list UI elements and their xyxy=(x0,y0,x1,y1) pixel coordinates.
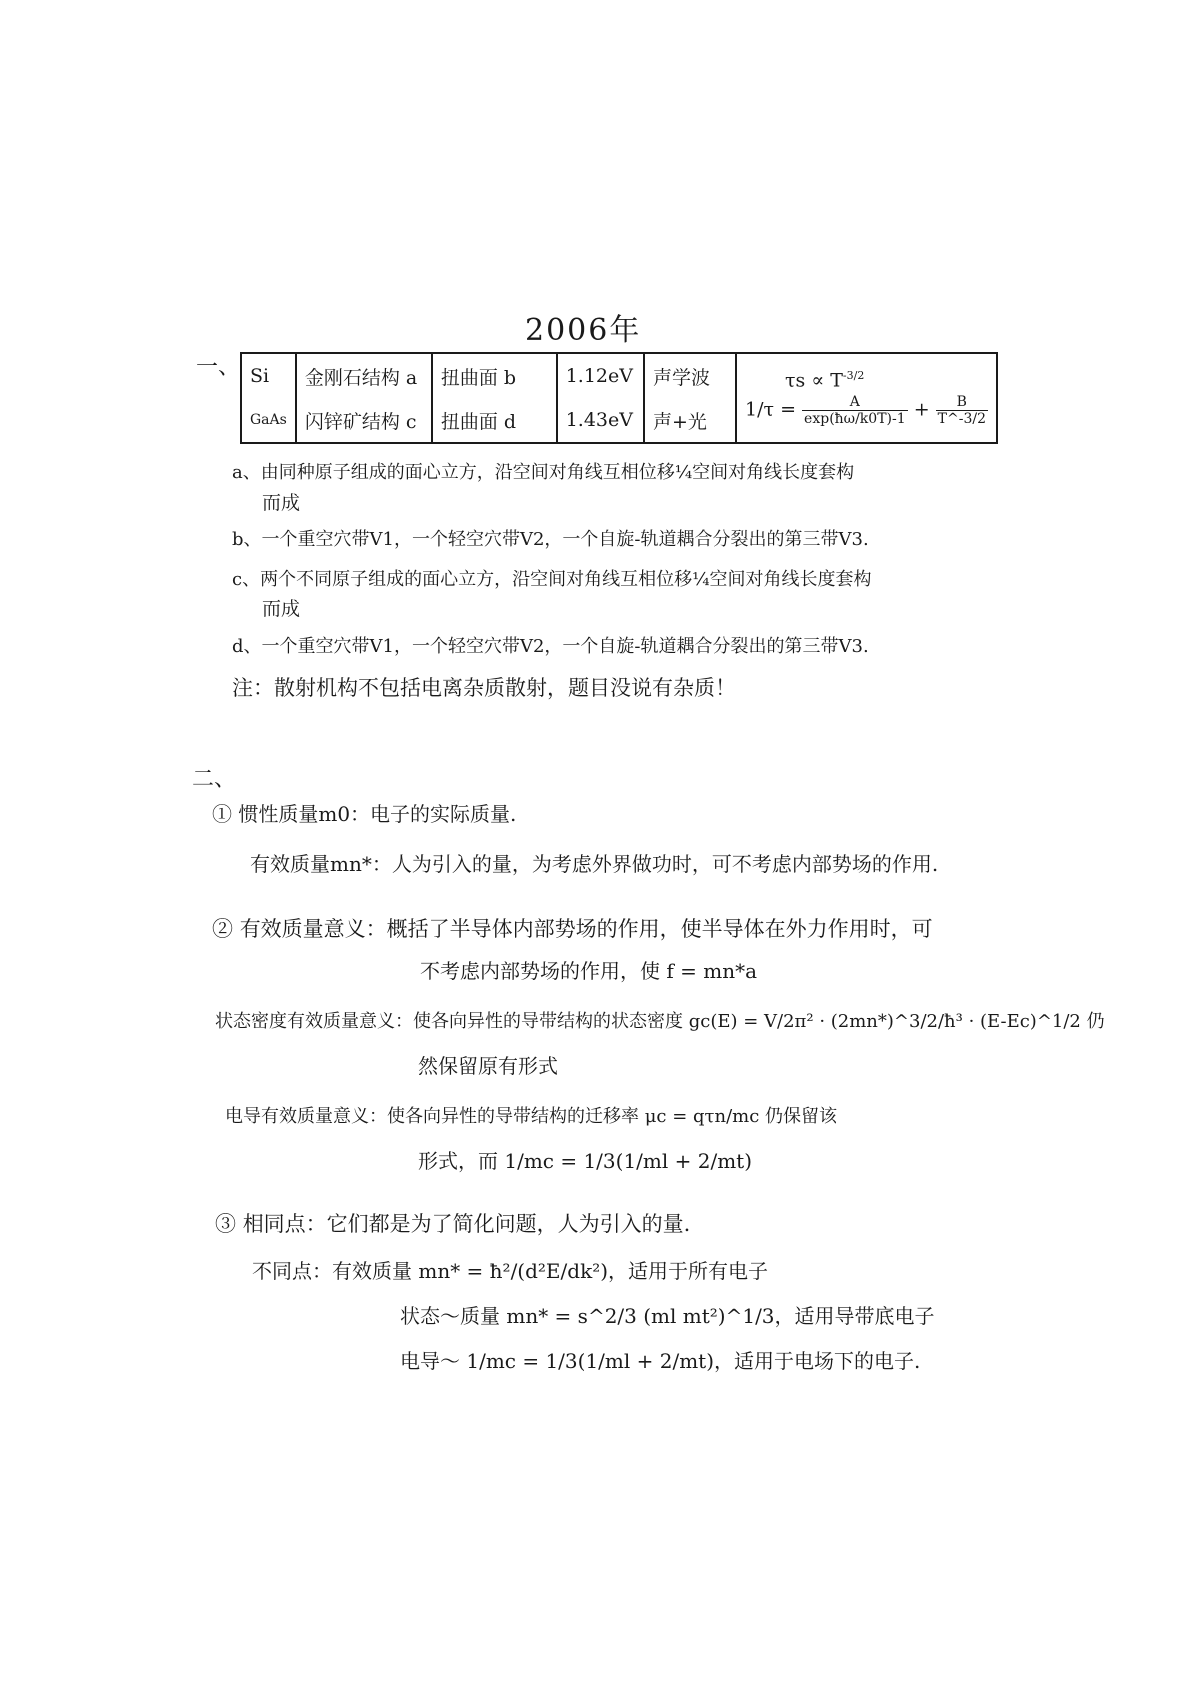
part-2-line-5: 电导有效质量意义：使各向异性的导带结构的迁移率 μc = qτn/mc 仍保留该 xyxy=(225,1106,838,1127)
part-2-line-4: 然保留原有形式 xyxy=(418,1054,558,1078)
part-2-line-2: 不考虑内部势场的作用，使 f = mn*a xyxy=(420,959,758,983)
page-title: 2006年 xyxy=(525,313,642,348)
note-text: 两个不同原子组成的面心立方，沿空间对角线互相位移¼空间对角线长度套构 xyxy=(260,569,872,590)
surface-cell: 扭曲面 d xyxy=(432,398,557,443)
material-cell: Si xyxy=(250,365,270,387)
plus-sign: + xyxy=(913,398,930,421)
note-text: 一个重空穴带V1，一个轻空穴带V2，一个自旋-轨道耦合分裂出的第三带V3. xyxy=(261,636,869,657)
note-label: a、 xyxy=(232,462,261,483)
part-3-line-2: 不同点：有效质量 mn* = ħ²/(d²E/dk²)，适用于所有电子 xyxy=(252,1259,769,1283)
fraction-numerator: B xyxy=(936,394,988,411)
material-cell: GaAs xyxy=(250,412,287,428)
structure-cell: 闪锌矿结构 c xyxy=(296,398,432,443)
note-b xyxy=(232,525,869,551)
effective-mass-meaning: 有效质量意义：概括了半导体内部势场的作用，使半导体在外力作用时，可 xyxy=(239,917,933,941)
note-c xyxy=(232,565,872,591)
note-text: 由同种原子组成的面心立方，沿空间对角线互相位移¼空间对角线长度套构 xyxy=(260,462,855,483)
surface-cell: 扭曲面 b xyxy=(432,353,557,398)
part-3-line-3: 状态～质量 mn* = s^2/3 (ml mt²)^1/3，适用导带底电子 xyxy=(400,1304,935,1328)
part-number: ① xyxy=(212,802,232,826)
formula-lhs: 1/τ = xyxy=(745,398,796,421)
fraction-denominator: exp(ħω/k0T)-1 xyxy=(804,410,906,427)
note-label: c、 xyxy=(232,569,261,590)
note-a-continued: 而成 xyxy=(262,492,301,514)
relaxation-proportionality: τs ∝ T xyxy=(785,369,843,392)
note-remark xyxy=(232,672,736,702)
fraction-denominator: T^-3/2 xyxy=(937,410,986,427)
note-label: b、 xyxy=(232,529,262,550)
fraction-numerator: A xyxy=(802,394,908,411)
note-text: 一个重空穴带V1，一个轻空穴带V2，一个自旋-轨道耦合分裂出的第三带V3. xyxy=(261,529,869,550)
part-3-line-4: 电导～ 1/mc = 1/3(1/ml + 2/mt)，适用于电场下的电子. xyxy=(400,1349,921,1373)
part-2-line-3: 状态密度有效质量意义：使各向异性的导带结构的状态密度 gc(E) = V/2π² · (2mn*)^3/2/ħ³ · (E-Ec)^1/2 仍 xyxy=(215,1011,1105,1032)
material-properties-table xyxy=(240,352,998,444)
section-2-marker: 二、 xyxy=(192,767,237,792)
table-row xyxy=(241,353,997,398)
part-1-line-1 xyxy=(212,798,516,827)
structure-cell: 金刚石结构 a xyxy=(296,353,432,398)
note-label: 注： xyxy=(232,676,274,700)
fraction-term-2 xyxy=(936,394,988,427)
inertial-mass-definition: 惯性质量m0：电子的实际质量. xyxy=(238,802,517,826)
part-3-line-1 xyxy=(215,1208,690,1238)
part-number: ② xyxy=(212,917,233,941)
note-text: 散射机构不包括电离杂质散射，题目没说有杂质！ xyxy=(274,676,736,700)
gap-cell: 1.12eV xyxy=(557,353,644,398)
note-label: d、 xyxy=(232,636,262,657)
section-1-marker: 一、 xyxy=(196,355,241,380)
similarities: 相同点：它们都是为了简化问题，人为引入的量. xyxy=(242,1212,691,1236)
part-2-line-1 xyxy=(212,913,933,943)
scattering-cell: 声学波 xyxy=(644,353,736,398)
note-a xyxy=(232,458,854,484)
gap-cell: 1.43eV xyxy=(557,398,644,443)
scattering-cell: 声+光 xyxy=(644,398,736,443)
part-2-line-6: 形式，而 1/mc = 1/3(1/ml + 2/mt) xyxy=(418,1149,753,1173)
part-number: ③ xyxy=(215,1212,236,1236)
fraction-term-1 xyxy=(802,394,908,427)
note-c-continued: 而成 xyxy=(262,598,301,620)
formula-cell xyxy=(736,353,997,443)
note-d xyxy=(232,632,869,658)
part-1-line-2: 有效质量mn*：人为引入的量，为考虑外界做功时，可不考虑内部势场的作用. xyxy=(250,852,939,876)
exponent: -3/2 xyxy=(842,369,865,383)
